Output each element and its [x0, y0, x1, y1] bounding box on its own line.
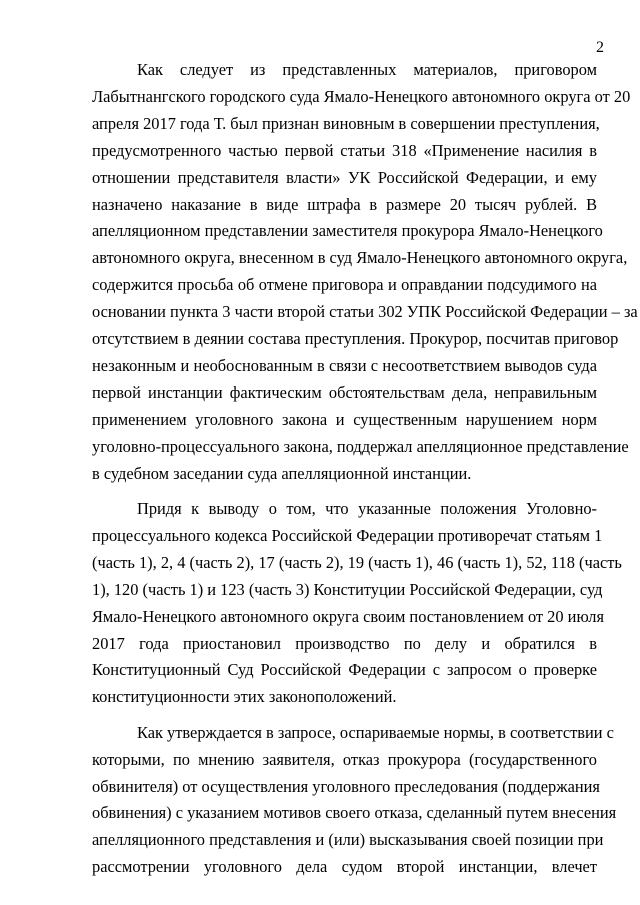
paragraph: [92, 496, 622, 711]
text-line: незаконным и необоснованным в связи с несоответствием выводов суда: [92, 355, 597, 375]
text-line: апелляционном представлении заместителя прокурора Ямало-Ненецкого: [92, 221, 603, 241]
text-line: рассмотрении уголовного дела судом второй инстанции, влечет: [92, 857, 597, 877]
text-line: 1), 120 (часть 1) и 123 (часть 3) Конституции Российской Федерации, суд: [92, 579, 603, 599]
text-line: основании пункта 3 части второй статьи 302 УПК Российской Федерации – за: [92, 302, 638, 322]
text-line: которыми, по мнению заявителя, отказ прокурора (государственного: [92, 749, 597, 769]
paragraph: [92, 720, 617, 881]
text-line: применением уголовного закона и существенным нарушением норм: [92, 409, 597, 429]
page-number: 2: [596, 39, 604, 56]
text-line: уголовно-процессуального закона, поддержал апелляционное представление: [92, 436, 629, 456]
text-line: Лабытнангского городского суда Ямало-Ненецкого автономного округа от 20: [92, 86, 631, 106]
document-body: [92, 57, 638, 890]
text-line: (часть 1), 2, 4 (часть 2), 17 (часть 2), 19 (часть 1), 46 (часть 1), 52, 118 (часть: [92, 552, 622, 572]
text-line: обвинителя) от осуществления уголовного преследования (поддержания: [92, 776, 600, 796]
text-line: Как следует из представленных материалов, приговором: [137, 60, 597, 79]
text-line: первой инстанции фактическим обстоятельствам дела, неправильным: [92, 382, 597, 402]
text-line: Придя к выводу о том, что указанные положения Уголовно-: [137, 499, 597, 518]
text-line: апреля 2017 года Т. был признан виновным в совершении преступления,: [92, 113, 600, 133]
text-line: в судебном заседании суда апелляционной инстанции.: [92, 463, 472, 483]
text-line: процессуального кодекса Российской Федерации противоречат статьям 1: [92, 525, 603, 545]
text-line: назначено наказание в виде штрафа в размере 20 тысяч рублей. В: [92, 194, 597, 214]
text-line: предусмотренного частью первой статьи 318 «Применение насилия в: [92, 140, 597, 160]
text-line: отношении представителя власти» УК Российской Федерации, и ему: [92, 167, 597, 187]
text-line: 2017 года приостановил производство по делу и обратился в: [92, 633, 597, 653]
text-line: обвинения) с указанием мотивов своего отказа, сделанный путем внесения: [92, 803, 617, 823]
text-line: конституционности этих законоположений.: [92, 687, 397, 707]
text-line: отсутствием в деянии состава преступления. Прокурор, посчитав приговор: [92, 329, 619, 349]
paragraph: [92, 57, 638, 488]
text-line: Ямало-Ненецкого автономного округа своим постановлением от 20 июля: [92, 606, 604, 626]
text-line: Как утверждается в запросе, оспариваемые нормы, в соответствии с: [137, 722, 614, 742]
text-line: апелляционного представления и (или) высказывания своей позиции при: [92, 830, 604, 850]
text-line: Конституционный Суд Российской Федерации с запросом о проверке: [92, 660, 597, 680]
text-line: содержится просьба об отмене приговора и оправдании подсудимого на: [92, 275, 597, 295]
text-line: автономного округа, внесенном в суд Ямало-Ненецкого автономного округа,: [92, 248, 628, 268]
